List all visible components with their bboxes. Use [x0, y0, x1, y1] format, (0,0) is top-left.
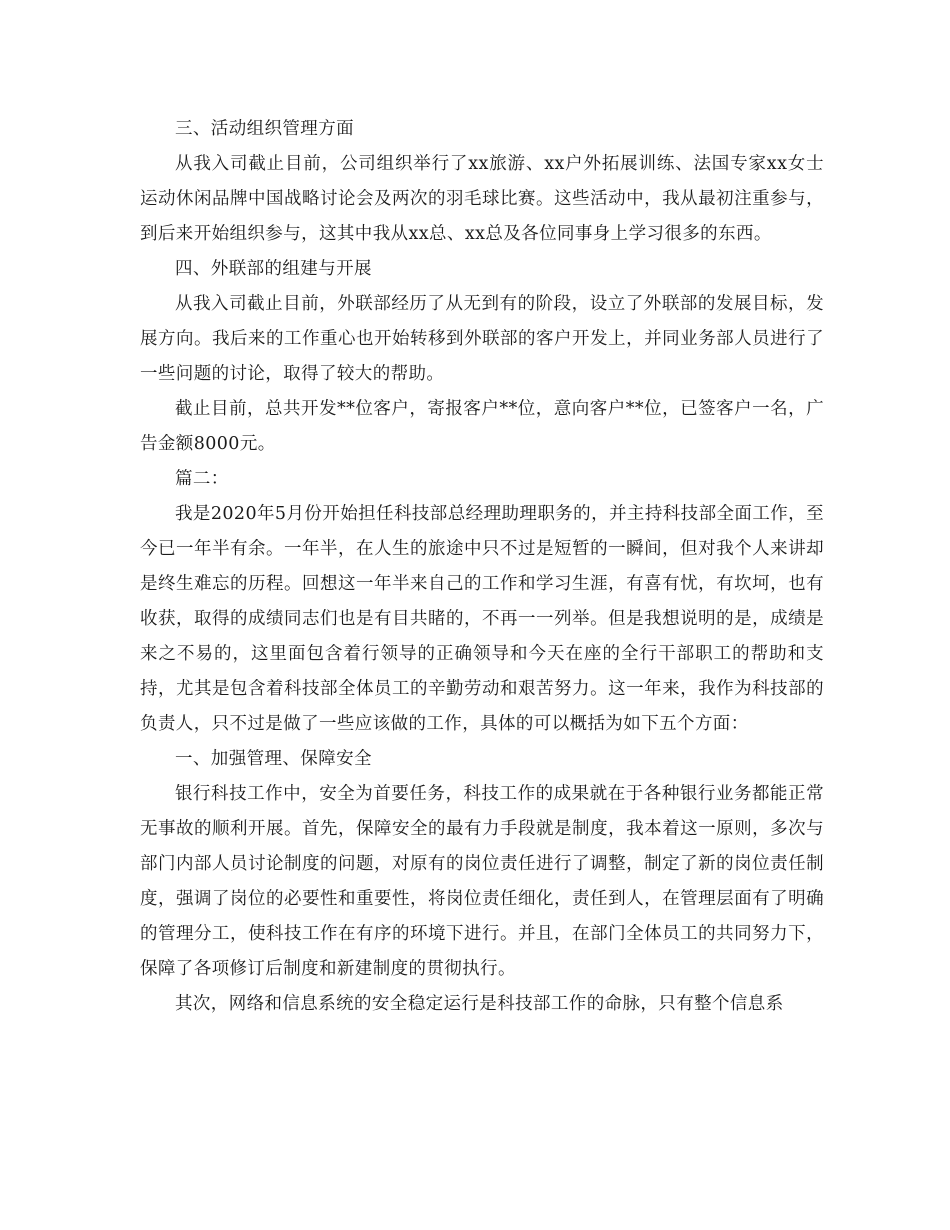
paragraph-management: 银行科技工作中，安全为首要任务，科技工作的成果就在于各种银行业务都能正常无事故的顺利开展。首先，保障安全的最有力手段就是制度，我本着这一原则，多次与部门内部人员讨论制度的问题，对原有的岗位责任进行了调整，制定了新的岗位责任制度，强调了岗位的必要性和重要性，将岗位责任细化，责任到人，在管理层面有了明确的管理分工，使科技工作在有序的环境下进行。并且，在部门全体员工的共同努力下，保障了各项修订后制度和新建制度的贯彻执行。 — [140, 784, 824, 979]
section-heading-liaison: 四、外联部的组建与开展 — [175, 259, 372, 279]
paragraph-network: 其次，网络和信息系统的安全稳定运行是科技部工作的命脉，只有整个信息系 — [175, 994, 784, 1014]
section-heading-management: 一、加强管理、保障安全 — [175, 749, 372, 769]
document-page — [140, 112, 824, 1022]
paragraph-clients: 截止目前，总共开发**位客户，寄报客户**位，意向客户**位，已签客户一名，广告金额8000元。 — [140, 399, 824, 454]
paragraph-activities: 从我入司截止目前，公司组织举行了xx旅游、xx户外拓展训练、法国专家xx女士运动休闲品牌中国战略讨论会及两次的羽毛球比赛。这些活动中，我从最初注重参与，到后来开始组织参与，这其中我从xx总、xx总及各位同事身上学习很多的东西。 — [140, 154, 824, 244]
part-two-heading: 篇二： — [175, 469, 229, 489]
paragraph-liaison: 从我入司截止目前，外联部经历了从无到有的阶段，设立了外联部的发展目标，发展方向。我后来的工作重心也开始转移到外联部的客户开发上，并同业务部人员进行了一些问题的讨论，取得了较大的帮助。 — [140, 294, 824, 384]
paragraph-intro: 我是2020年5月份开始担任科技部总经理助理职务的，并主持科技部全面工作，至今已一年半有余。一年半，在人生的旅途中只不过是短暂的一瞬间，但对我个人来讲却是终生难忘的历程。回想这一年半来自己的工作和学习生涯，有喜有忧，有坎坷，也有收获，取得的成绩同志们也是有目共睹的，不再一一列举。但是我想说明的是，成绩是来之不易的，这里面包含着行领导的正确领导和今天在座的全行干部职工的帮助和支持，尤其是包含着科技部全体员工的辛勤劳动和艰苦努力。这一年来，我作为科技部的负责人，只不过是做了一些应该做的工作，具体的可以概括为如下五个方面： — [140, 504, 824, 734]
section-heading-activities: 三、活动组织管理方面 — [175, 119, 354, 139]
